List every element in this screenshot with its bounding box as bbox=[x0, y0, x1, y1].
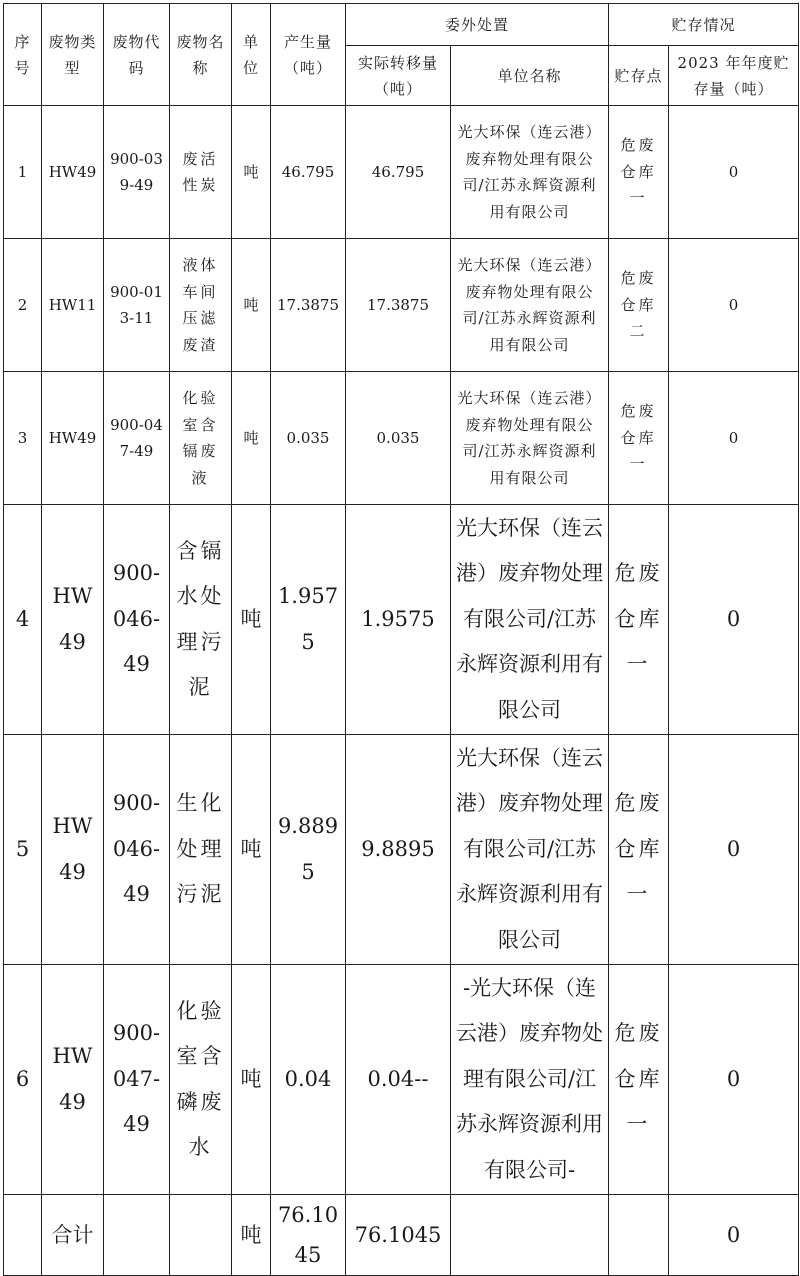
cell-seq: 5 bbox=[4, 735, 42, 965]
header-storage: 贮存情况 bbox=[609, 4, 799, 46]
header-code: 废物代码 bbox=[104, 4, 170, 106]
cell-storage-amount: 0 bbox=[669, 106, 799, 239]
cell-unit: 吨 bbox=[232, 505, 271, 735]
cell-unit: 吨 bbox=[232, 735, 271, 965]
cell-storage-amount: 0 bbox=[669, 735, 799, 965]
cell-company: 光大环保（连云港）废弃物处理有限公司/江苏永辉资源利用有限公司 bbox=[451, 106, 609, 239]
header-transferred: 实际转移量（吨） bbox=[346, 46, 451, 106]
table-row bbox=[4, 239, 799, 372]
header-name: 废物名称 bbox=[170, 4, 232, 106]
cell-type: HW49 bbox=[42, 735, 104, 965]
cell-storage-amount: 0 bbox=[669, 239, 799, 372]
cell-code: 900-047-49 bbox=[104, 965, 170, 1195]
cell-type: HW49 bbox=[42, 505, 104, 735]
header-storage-point: 贮存点 bbox=[609, 46, 669, 106]
cell-storage-point: 危废仓库一 bbox=[609, 505, 669, 735]
cell-storage-amount: 0 bbox=[669, 505, 799, 735]
cell-storage-amount: 0 bbox=[669, 372, 799, 505]
cell-produced: 9.8895 bbox=[271, 735, 346, 965]
cell-empty bbox=[609, 1195, 669, 1276]
hazardous-waste-table bbox=[3, 3, 799, 1276]
cell-type: HW49 bbox=[42, 372, 104, 505]
cell-code: 900-013-11 bbox=[104, 239, 170, 372]
cell-transferred: 0.04-- bbox=[346, 965, 451, 1195]
cell-seq: 4 bbox=[4, 505, 42, 735]
cell-code: 900-039-49 bbox=[104, 106, 170, 239]
cell-produced: 46.795 bbox=[271, 106, 346, 239]
header-produced: 产生量（吨） bbox=[271, 4, 346, 106]
table-row bbox=[4, 372, 799, 505]
cell-empty bbox=[4, 1195, 42, 1276]
cell-name: 化验室含磷废水 bbox=[170, 965, 232, 1195]
cell-company: -光大环保（连云港）废弃物处理有限公司/江苏永辉资源利用有限公司- bbox=[451, 965, 609, 1195]
cell-transferred: 9.8895 bbox=[346, 735, 451, 965]
cell-produced: 0.04 bbox=[271, 965, 346, 1195]
cell-unit: 吨 bbox=[232, 965, 271, 1195]
cell-type: HW49 bbox=[42, 965, 104, 1195]
cell-produced: 0.035 bbox=[271, 372, 346, 505]
cell-transferred: 46.795 bbox=[346, 106, 451, 239]
header-seq: 序号 bbox=[4, 4, 42, 106]
cell-type: HW49 bbox=[42, 106, 104, 239]
cell-seq: 3 bbox=[4, 372, 42, 505]
table-row bbox=[4, 106, 799, 239]
header-company: 单位名称 bbox=[451, 46, 609, 106]
table-row bbox=[4, 505, 799, 735]
cell-name: 液体车间压滤废渣 bbox=[170, 239, 232, 372]
cell-name: 生化处理污泥 bbox=[170, 735, 232, 965]
total-stock: 0 bbox=[669, 1195, 799, 1276]
header-outsourced: 委外处置 bbox=[346, 4, 609, 46]
header-storage-amount: 2023 年年度贮存量（吨） bbox=[669, 46, 799, 106]
cell-seq: 1 bbox=[4, 106, 42, 239]
cell-code: 900-046-49 bbox=[104, 505, 170, 735]
total-produced: 76.1045 bbox=[271, 1195, 346, 1276]
cell-transferred: 17.3875 bbox=[346, 239, 451, 372]
cell-storage-point: 危废仓库一 bbox=[609, 735, 669, 965]
total-transferred: 76.1045 bbox=[346, 1195, 451, 1276]
cell-produced: 17.3875 bbox=[271, 239, 346, 372]
cell-storage-point: 危废仓库一 bbox=[609, 372, 669, 505]
cell-transferred: 0.035 bbox=[346, 372, 451, 505]
cell-unit: 吨 bbox=[232, 239, 271, 372]
cell-unit: 吨 bbox=[232, 106, 271, 239]
header-unit: 单位 bbox=[232, 4, 271, 106]
cell-storage-amount: 0 bbox=[669, 965, 799, 1195]
total-unit: 吨 bbox=[232, 1195, 271, 1276]
cell-name: 含镉水处理污泥 bbox=[170, 505, 232, 735]
table-row bbox=[4, 735, 799, 965]
cell-name: 化验室含镉废液 bbox=[170, 372, 232, 505]
total-row bbox=[4, 1195, 799, 1276]
cell-seq: 6 bbox=[4, 965, 42, 1195]
cell-seq: 2 bbox=[4, 239, 42, 372]
cell-storage-point: 危废仓库二 bbox=[609, 239, 669, 372]
cell-storage-point: 危废仓库一 bbox=[609, 106, 669, 239]
table-row bbox=[4, 965, 799, 1195]
cell-name: 废活性炭 bbox=[170, 106, 232, 239]
cell-empty bbox=[170, 1195, 232, 1276]
cell-produced: 1.9575 bbox=[271, 505, 346, 735]
cell-company: 光大环保（连云港）废弃物处理有限公司/江苏永辉资源利用有限公司 bbox=[451, 735, 609, 965]
cell-unit: 吨 bbox=[232, 372, 271, 505]
cell-company: 光大环保（连云港）废弃物处理有限公司/江苏永辉资源利用有限公司 bbox=[451, 505, 609, 735]
cell-company: 光大环保（连云港）废弃物处理有限公司/江苏永辉资源利用有限公司 bbox=[451, 372, 609, 505]
total-label: 合计 bbox=[42, 1195, 104, 1276]
cell-code: 900-046-49 bbox=[104, 735, 170, 965]
cell-type: HW11 bbox=[42, 239, 104, 372]
cell-transferred: 1.9575 bbox=[346, 505, 451, 735]
cell-empty bbox=[104, 1195, 170, 1276]
cell-company: 光大环保（连云港）废弃物处理有限公司/江苏永辉资源利用有限公司 bbox=[451, 239, 609, 372]
cell-storage-point: 危废仓库一 bbox=[609, 965, 669, 1195]
header-type: 废物类型 bbox=[42, 4, 104, 106]
cell-empty bbox=[451, 1195, 609, 1276]
cell-code: 900-047-49 bbox=[104, 372, 170, 505]
